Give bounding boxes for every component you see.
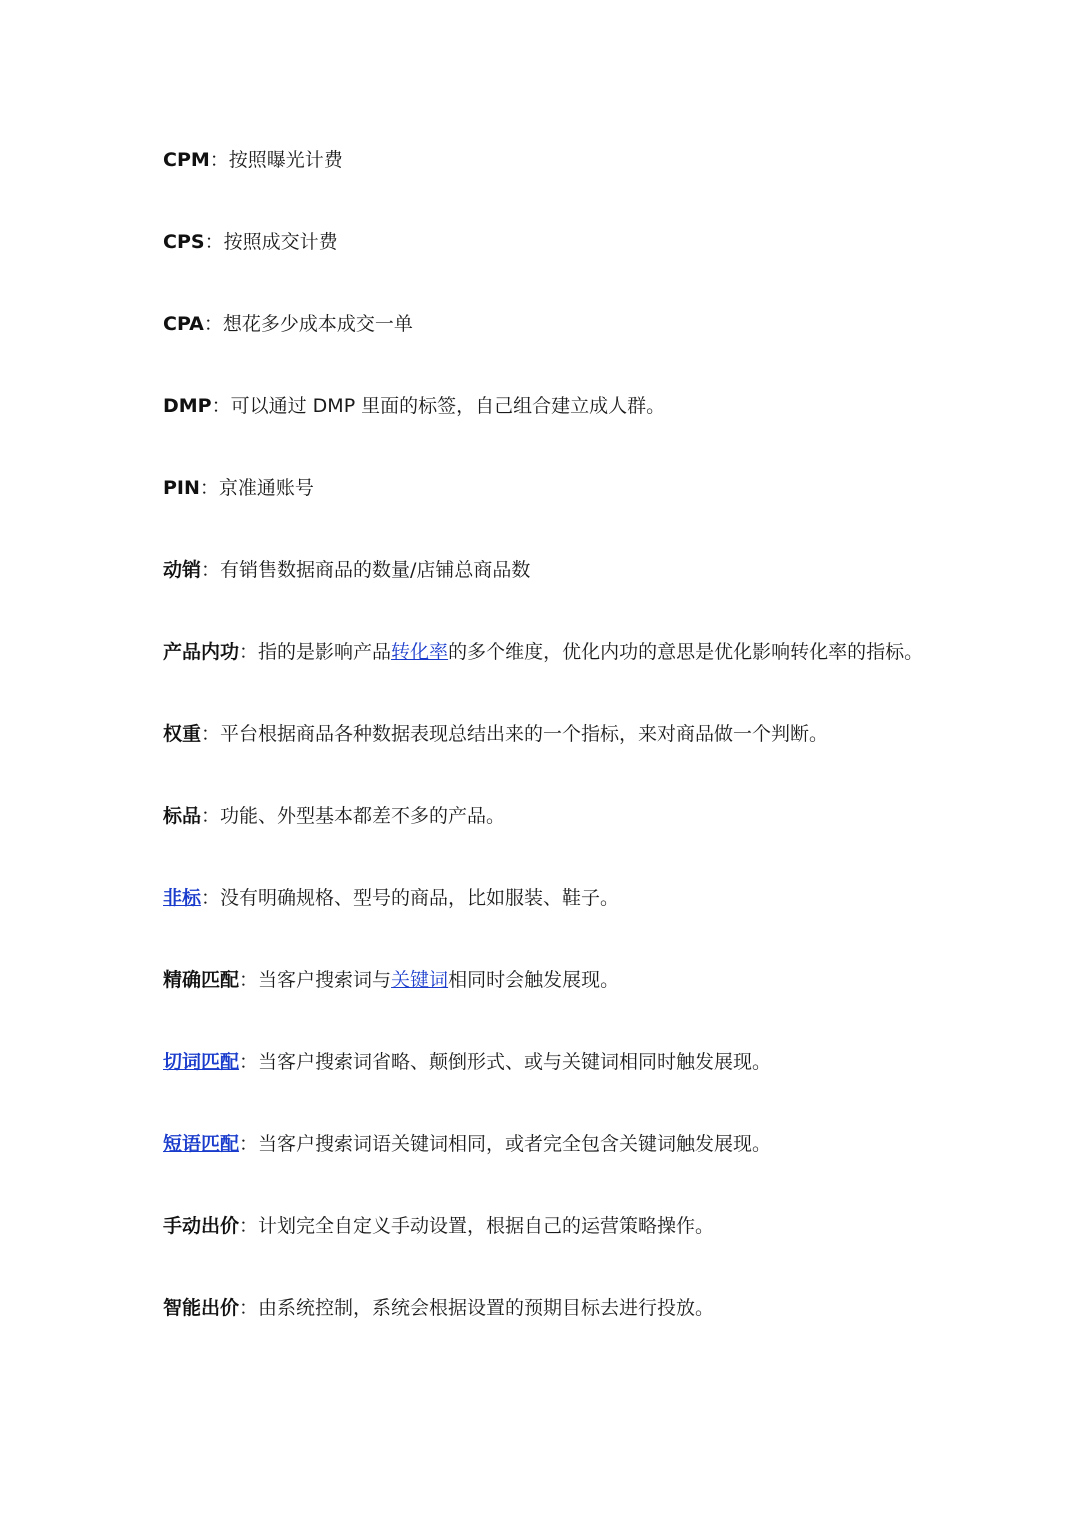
entry-non-standard xyxy=(163,883,1033,913)
separator: ： xyxy=(201,723,221,745)
separator: ： xyxy=(201,805,221,827)
entry-pin xyxy=(163,473,1033,503)
entry-dongxiao xyxy=(163,555,1033,585)
entry-smart-bid xyxy=(163,1293,1033,1323)
separator: ： xyxy=(201,887,221,909)
entry-standard-product xyxy=(163,801,1033,831)
entry-exact-match xyxy=(163,965,1033,995)
term-label: CPM xyxy=(163,149,210,171)
term-label: 智能出价 xyxy=(163,1297,240,1319)
term-description: 想花多少成本成交一单 xyxy=(222,313,413,335)
separator: ： xyxy=(203,313,223,335)
term-label: 动销 xyxy=(163,559,202,581)
entry-weight xyxy=(163,719,1033,749)
term-description-end: 的多个维度，优化内功的意思是优化影响转化率的指标。 xyxy=(448,641,924,663)
entry-cpa xyxy=(163,309,1033,339)
separator: ： xyxy=(199,477,219,499)
separator: ： xyxy=(209,149,229,171)
entry-manual-bid xyxy=(163,1211,1033,1241)
entry-dmp xyxy=(163,391,1033,421)
term-label: CPA xyxy=(163,313,204,335)
term-label: 权重 xyxy=(163,723,202,745)
term-label: 产品内功 xyxy=(163,641,240,663)
entry-product-inner-strength xyxy=(163,637,1033,667)
term-description: 计划完全自定义手动设置，根据自己的运营策略操作。 xyxy=(258,1215,715,1237)
term-description-end: 相同时会触发展现。 xyxy=(448,969,620,991)
term-label: DMP xyxy=(163,395,212,417)
segment-match-term-link[interactable]: 切词匹配 xyxy=(163,1051,240,1073)
separator: ： xyxy=(239,641,259,663)
separator: ： xyxy=(239,969,259,991)
conversion-rate-link[interactable]: 转化率 xyxy=(391,641,449,663)
entry-phrase-match xyxy=(163,1129,1033,1159)
keyword-link[interactable]: 关键词 xyxy=(391,969,449,991)
term-description: 平台根据商品各种数据表现总结出来的一个指标，来对商品做一个判断。 xyxy=(220,723,829,745)
term-label: PIN xyxy=(163,477,200,499)
separator: ： xyxy=(239,1133,259,1155)
separator: ： xyxy=(239,1051,259,1073)
term-label: CPS xyxy=(163,231,205,253)
separator: ： xyxy=(211,395,231,417)
phrase-match-term-link[interactable]: 短语匹配 xyxy=(163,1133,240,1155)
term-description: 京准通账号 xyxy=(218,477,314,499)
term-description: 由系统控制，系统会根据设置的预期目标去进行投放。 xyxy=(258,1297,715,1319)
separator: ： xyxy=(201,559,221,581)
term-description: 当客户搜索词省略、颠倒形式、或与关键词相同时触发展现。 xyxy=(258,1051,772,1073)
non-standard-term-link[interactable]: 非标 xyxy=(163,887,202,909)
term-label: 精确匹配 xyxy=(163,969,240,991)
term-description: 当客户搜索词语关键词相同，或者完全包含关键词触发展现。 xyxy=(258,1133,772,1155)
term-description: 按照曝光计费 xyxy=(228,149,343,171)
separator: ： xyxy=(239,1215,259,1237)
term-label: 手动出价 xyxy=(163,1215,240,1237)
separator: ： xyxy=(204,231,224,253)
entry-cpm xyxy=(163,145,1033,175)
entry-segment-match xyxy=(163,1047,1033,1077)
term-description: 有销售数据商品的数量/店铺总商品数 xyxy=(220,559,531,581)
term-description-start: 当客户搜索词与 xyxy=(258,969,392,991)
term-description: 功能、外型基本都差不多的产品。 xyxy=(220,805,506,827)
entry-cps xyxy=(163,227,1033,257)
term-description: 可以通过 DMP 里面的标签，自己组合建立成人群。 xyxy=(230,395,666,417)
term-description: 没有明确规格、型号的商品，比如服装、鞋子。 xyxy=(220,887,620,909)
term-label: 标品 xyxy=(163,805,202,827)
term-description-start: 指的是影响产品 xyxy=(258,641,392,663)
term-description: 按照成交计费 xyxy=(223,231,338,253)
separator: ： xyxy=(239,1297,259,1319)
